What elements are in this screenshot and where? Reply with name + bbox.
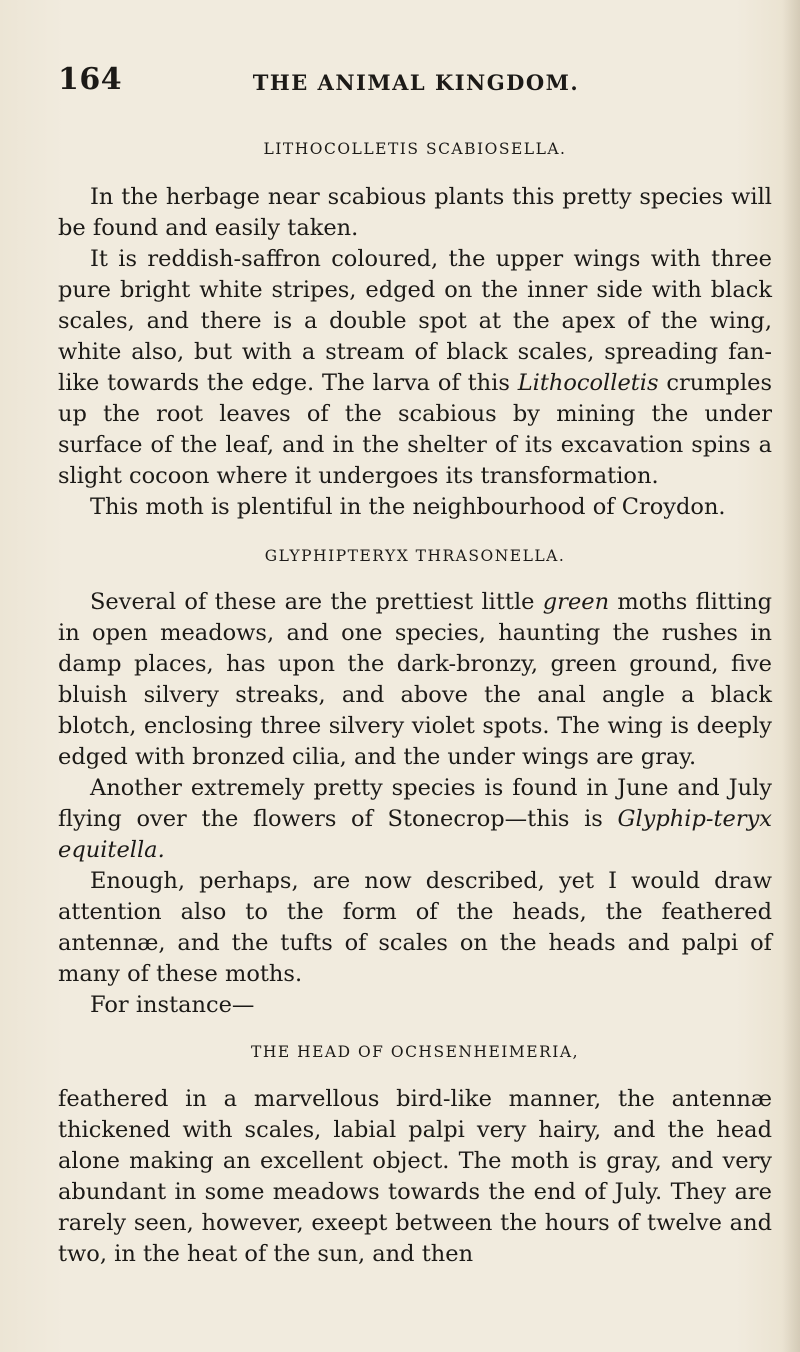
text-run: Another extremely pretty species is found in June and July flying over the flowers of Stonecrop—this is	[58, 775, 772, 832]
page-edge-shadow	[782, 0, 800, 1352]
italic-species-name: Glyphip-teryx equitella.	[58, 806, 772, 863]
text-run: Several of these are the prettiest little	[90, 589, 543, 615]
page-body	[58, 140, 772, 1270]
paragraph-green-moths	[58, 587, 772, 773]
section-heading-glyphipteryx: GLYPHIPTERYX THRASONELLA.	[264, 547, 566, 565]
text-run: moths flitting in open meadows, and one species, haunting the rushes in damp places, has upon the dark-bronzy, green ground, five bluish silvery streaks, and above the anal angle a black blotch, enclosing three silvery violet spots. The wing is deeply edged with bronzed cilia, and the under wings are gray.	[58, 589, 772, 770]
page-number: 164	[58, 62, 123, 97]
paragraph-description-lithocolletis	[58, 244, 772, 492]
section-heading-ochsenheimeria: THE HEAD OF OCHSENHEIMERIA,	[251, 1043, 579, 1061]
page-header	[58, 62, 774, 102]
text-run: crumples up the root leaves of the scabious by mining the under surface of the leaf, and in the shelter of its excavation spins a slight cocoon where it undergoes its transformation.	[58, 370, 773, 489]
paragraph-enough: Enough, perhaps, are now described, yet I would draw attention also to the form of the heads, the feathered antennæ, and the tufts of scales on the heads and palpi of many of these moths.	[58, 868, 772, 987]
paragraph-herbage: In the herbage near scabious plants this pretty species will be found and easily taken.	[58, 184, 772, 241]
running-head: THE ANIMAL KINGDOM.	[252, 70, 580, 95]
paragraph-feathered: feathered in a marvellous bird-like manner, the antennæ thickened with scales, labial palpi very hairy, and the head alone making an excellent object. The moth is gray, and very abundant in some meadows towards the end of July. They are rarely seen, however, exeept between the hours of twelve and two, in the heat of the sun, and then	[58, 1086, 772, 1267]
italic-word-green: green	[542, 589, 610, 615]
paragraph-croydon: This moth is plentiful in the neighbourhood of Croydon.	[90, 494, 726, 520]
text-run: It is reddish-saffron coloured, the upper wings with three pure bright white stripes, edged on the inner side with black scales, and there is a double spot at the apex of the wing, white also, but with a stream of black scales, spreading fan-like towards the edge. The larva of this	[58, 246, 772, 396]
italic-genus-name: Lithocolletis	[517, 370, 659, 396]
paragraph-stonecrop	[58, 773, 772, 866]
section-heading-lithocolletis: LITHOCOLLETIS SCABIOSELLA.	[263, 140, 567, 158]
paragraph-for-instance: For instance—	[90, 992, 255, 1018]
